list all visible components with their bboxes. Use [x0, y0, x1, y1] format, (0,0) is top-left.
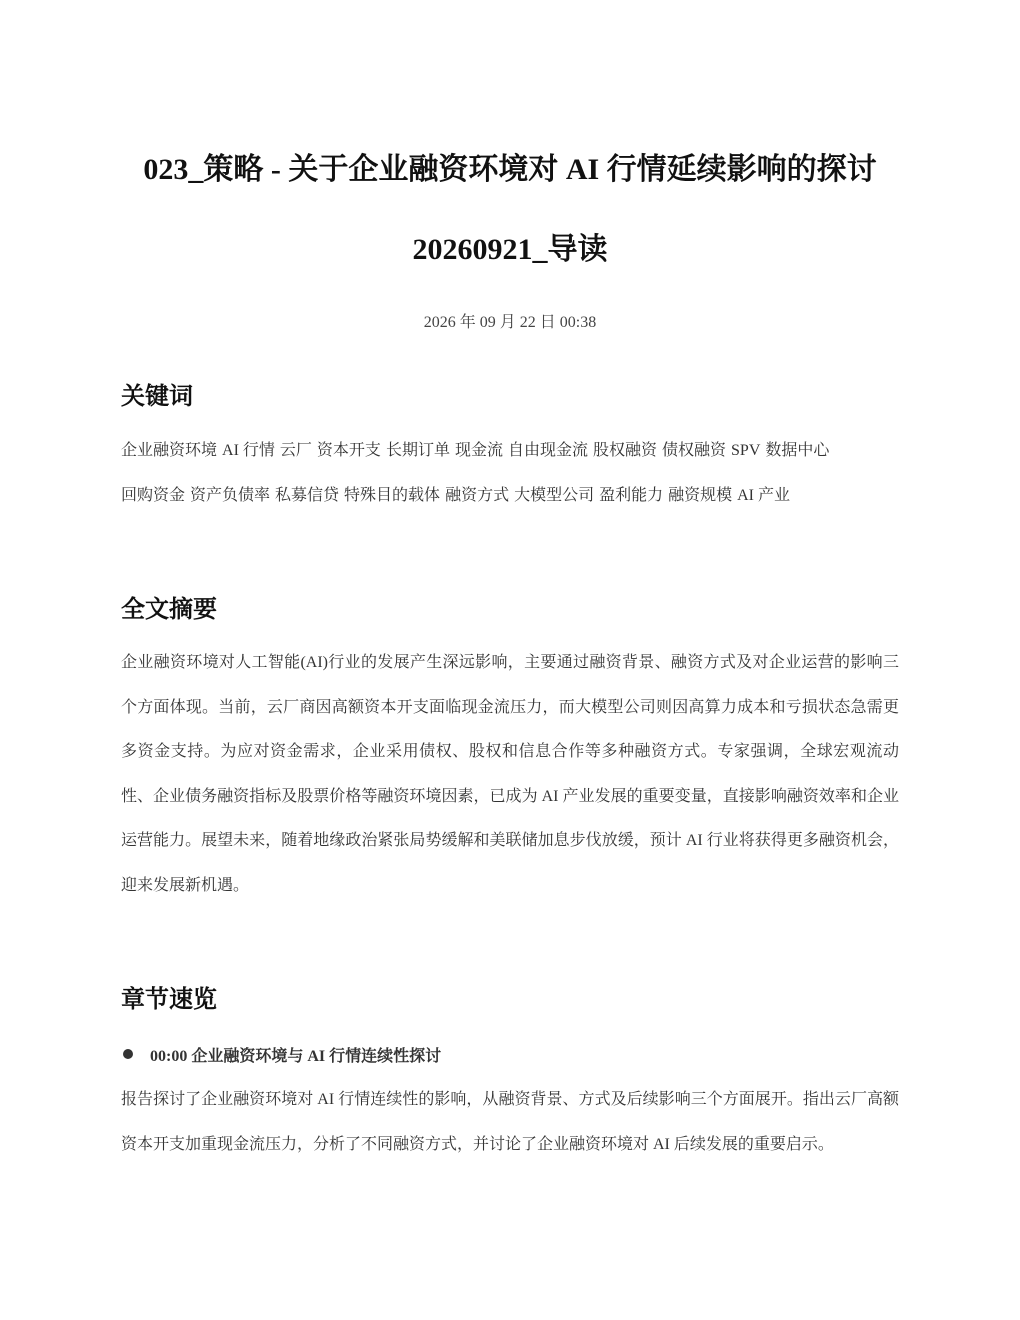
keyword: 盈利能力	[599, 486, 664, 504]
document-title-line-1: 023_策略 - 关于企业融资环境对 AI 行情延续影响的探讨	[143, 153, 877, 186]
keyword: 私募信贷	[275, 486, 340, 504]
chapter-summary: 报告探讨了企业融资环境对 AI 行情连续性的影响，从融资背景、方式及后续影响三个方面展开。指出云厂高额资本开支加重现金流压力，分析了不同融资方式，并讨论了企业融资环境对 AI 后续发展的重要启示。	[121, 1091, 899, 1153]
summary-text: 企业融资环境对人工智能(AI)行业的发展产生深远影响，主要通过融资背景、融资方式及对企业运营的影响三个方面体现。当前，云厂商因高额资本开支面临现金流压力，而大模型公司则因高算力成本和亏损状态急需更多资金支持。为应对资金需求，企业采用债权、股权和信息合作等多种融资方式。专家强调，全球宏观流动性、企业债务融资指标及股票价格等融资环境因素，已成为 AI 产业发展的重要变量，直接影响融资效率和企业运营能力。展望未来，随着地缘政治紧张局势缓解和美联储加息步伐放缓，预计 AI 行业将获得更多融资机会，迎来发展新机遇。	[121, 654, 899, 894]
document-date: 2026 年 09 月 22 日 00:38	[423, 314, 597, 331]
keyword: 企业融资环境	[121, 442, 218, 459]
keyword: 资本开支	[316, 442, 381, 459]
keyword: 回购资金	[121, 486, 186, 504]
chapter-item	[121, 1041, 441, 1067]
keyword: 大模型公司	[514, 486, 595, 504]
keyword: 融资方式	[445, 486, 510, 504]
bullet-dot-icon	[123, 1049, 133, 1059]
document-title-line-2: 20260921_导读	[412, 233, 608, 266]
chapters-heading: 章节速览	[121, 985, 217, 1013]
keyword: 债权融资	[662, 442, 727, 459]
summary-heading: 全文摘要	[121, 595, 217, 623]
keyword: 自由现金流	[507, 442, 588, 459]
keyword: AI 行情	[222, 442, 275, 459]
keyword: 数据中心	[765, 442, 830, 459]
keyword: 云厂	[279, 442, 312, 459]
keyword: 特殊目的载体	[344, 486, 441, 504]
keyword: 长期订单	[385, 442, 450, 459]
chapter-title: 00:00 企业融资环境与 AI 行情连续性探讨	[150, 1047, 442, 1065]
keyword: SPV	[731, 442, 761, 459]
keyword: 股权融资	[592, 442, 657, 459]
keyword: 资产负债率	[190, 486, 271, 504]
keywords-heading: 关键词	[121, 382, 193, 410]
keyword: AI 产业	[737, 486, 791, 504]
keyword: 现金流	[454, 442, 503, 459]
keywords-list	[121, 429, 901, 518]
keyword: 融资规模	[668, 486, 733, 504]
